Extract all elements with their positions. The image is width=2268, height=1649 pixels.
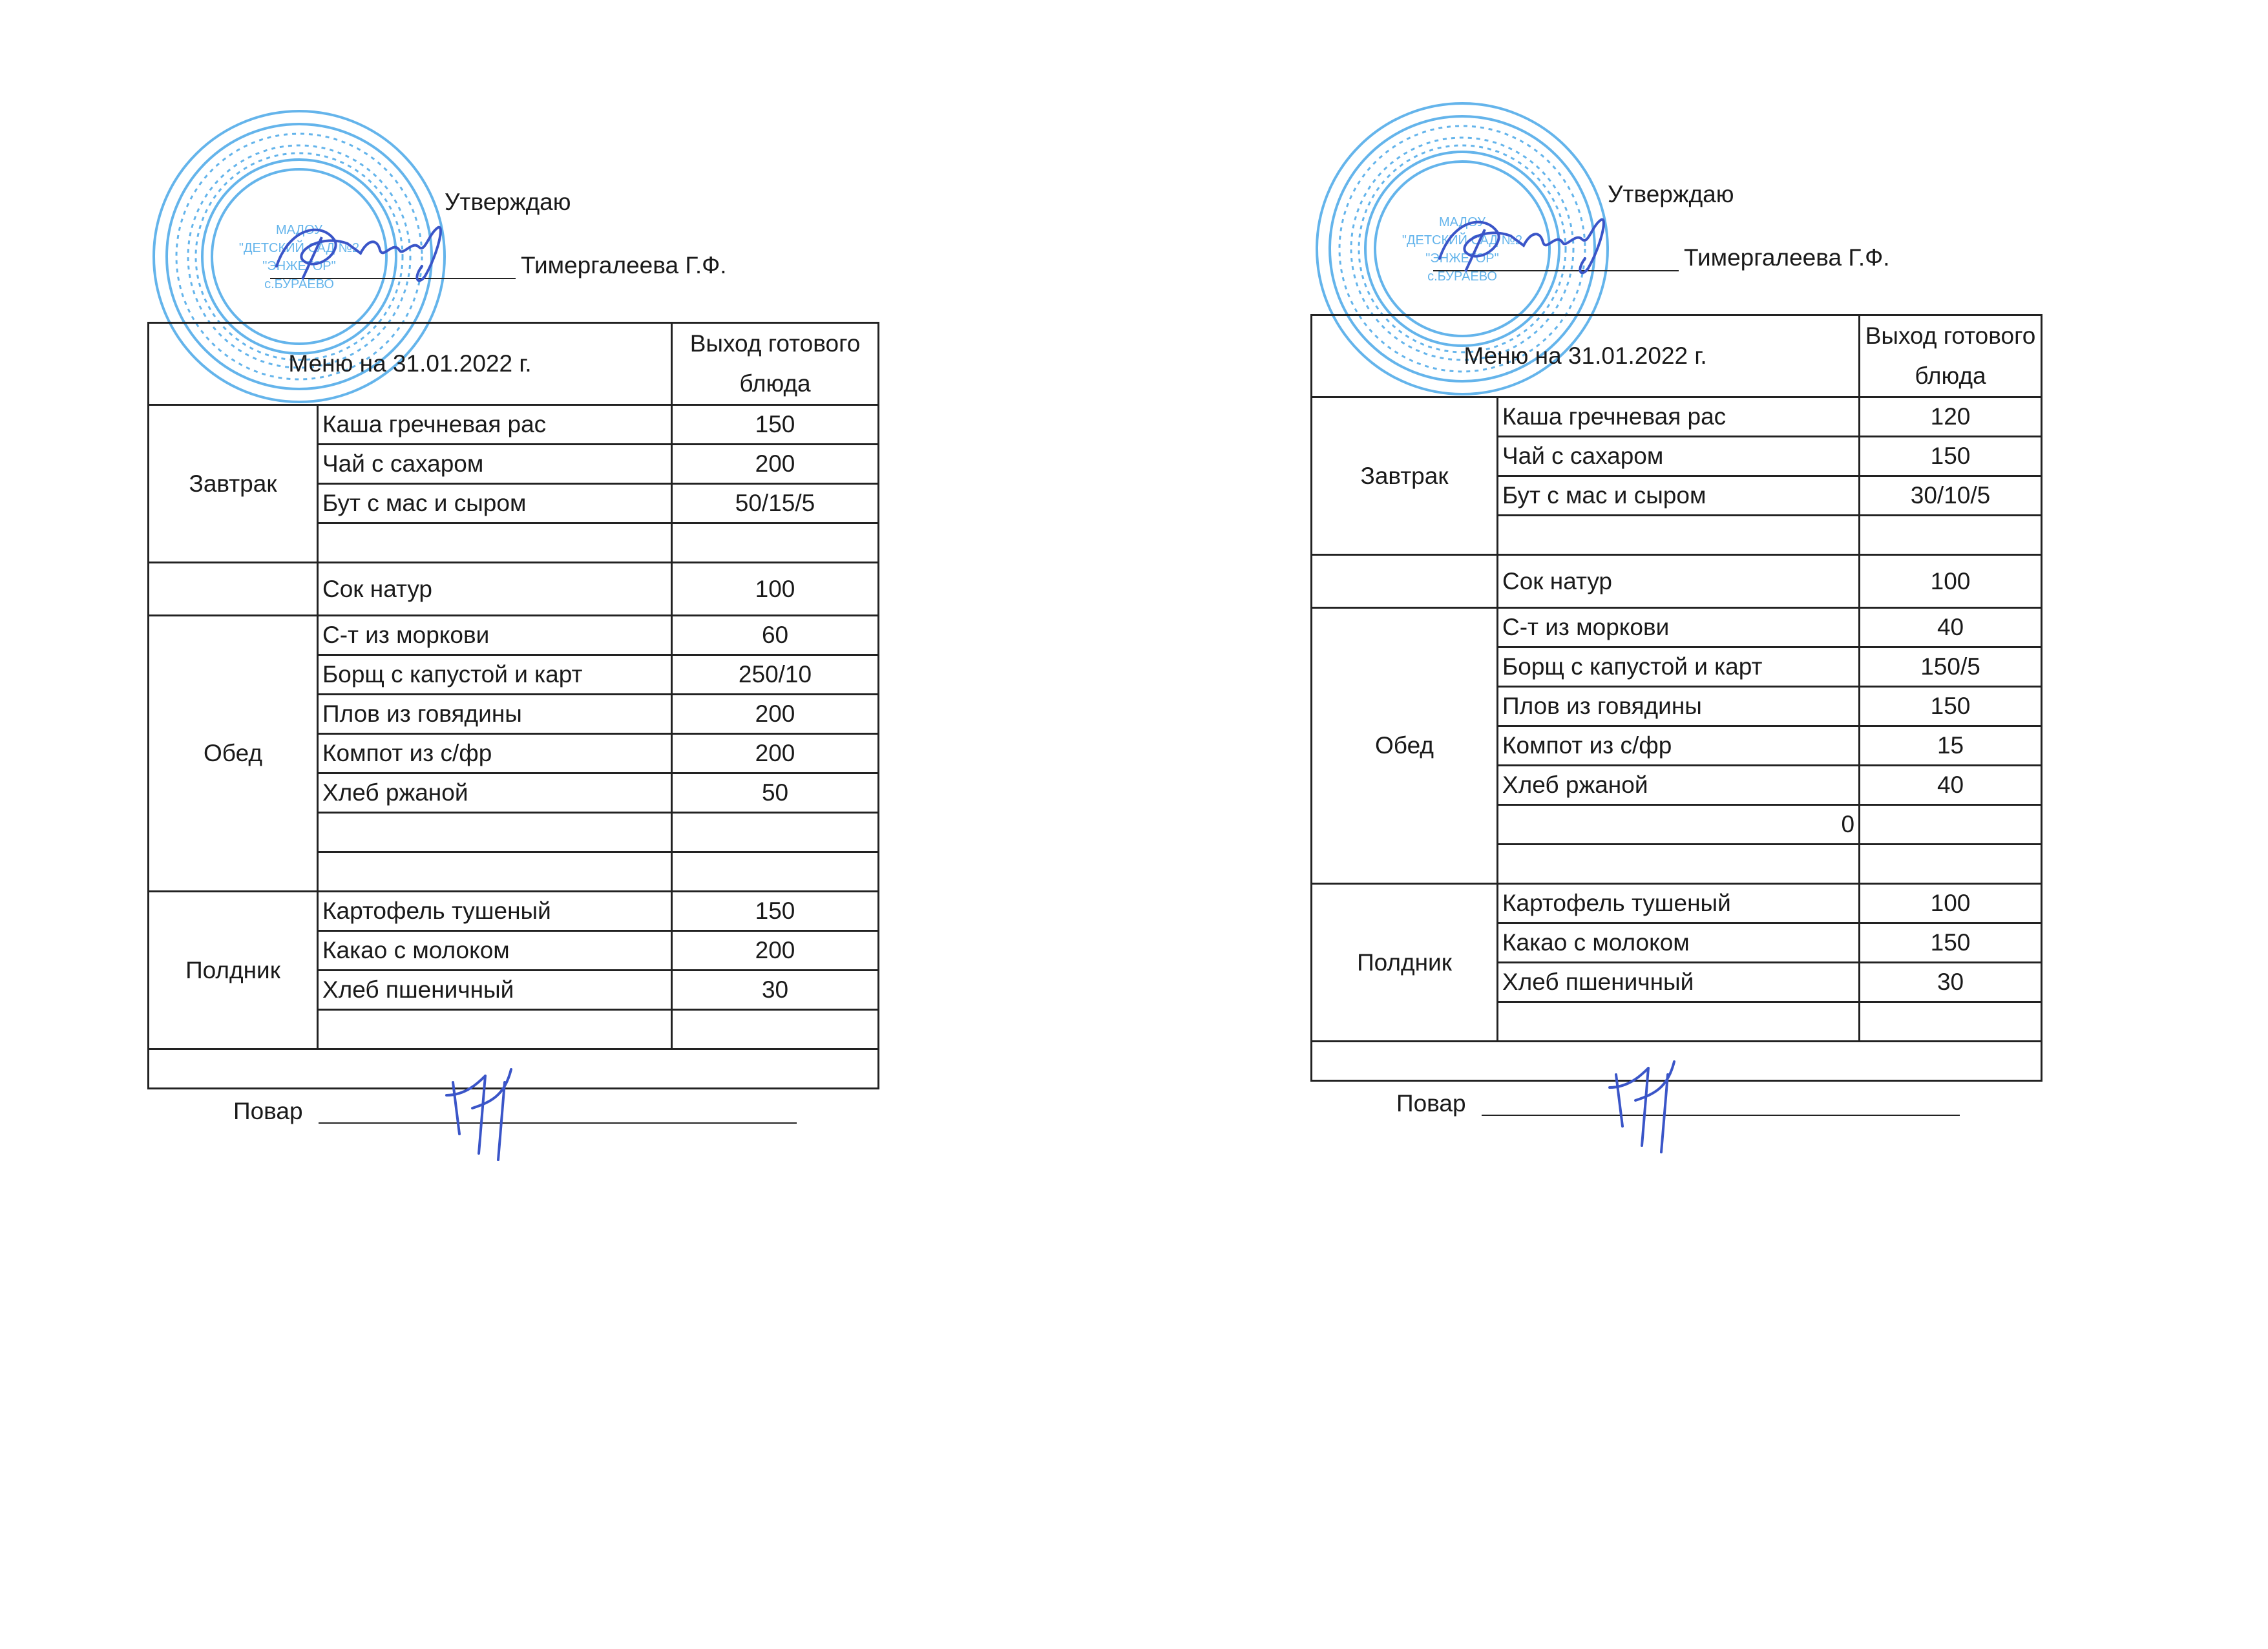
dish-amount: 200: [672, 734, 879, 773]
empty-cell: [318, 852, 672, 892]
empty-cell: [672, 813, 879, 852]
cook-signature-icon: [434, 1056, 530, 1166]
cook-row: [1312, 1042, 2042, 1081]
approver-signature-icon: [264, 215, 457, 292]
svg-text:"ЭНЖЕГОР": "ЭНЖЕГОР": [1425, 251, 1499, 266]
approver-signature-icon: [1427, 207, 1621, 284]
meal-label-afternoon: Полдник: [1312, 884, 1498, 1042]
dish-name: Сок натур: [1498, 555, 1860, 608]
table-header-row: [149, 323, 879, 405]
menu-title: Меню на 31.01.2022 г.: [149, 323, 672, 405]
dish-amount: 30: [1860, 963, 2042, 1002]
dish-amount: 40: [1860, 766, 2042, 805]
menu-title: Меню на 31.01.2022 г.: [1312, 315, 1860, 397]
table-row: [1312, 397, 2042, 437]
empty-cell: [1860, 845, 2042, 884]
dish-amount: 50/15/5: [672, 484, 879, 523]
table-row: [149, 616, 879, 655]
approver-name: Тимергалеева Г.Ф.: [521, 252, 727, 278]
dish-name: Чай с сахаром: [1498, 437, 1860, 476]
dish-amount: 40: [1860, 608, 2042, 647]
svg-text:"ДЕТСКИЙ САД №2: "ДЕТСКИЙ САД №2: [238, 241, 360, 255]
meal-label-afternoon: Полдник: [149, 892, 318, 1049]
dish-name: Сок натур: [318, 563, 672, 616]
dish-name: Чай с сахаром: [318, 445, 672, 484]
dish-amount: 100: [672, 563, 879, 616]
menu-sheet-left: [147, 189, 877, 1124]
dish-amount: 200: [672, 695, 879, 734]
yield-header: Выход готового блюда: [672, 323, 879, 405]
empty-cell: [318, 813, 672, 852]
yield-header: Выход готового блюда: [1860, 315, 2042, 397]
table-row: [149, 892, 879, 931]
dish-name: Какао с молоком: [318, 931, 672, 971]
empty-cell: [1860, 805, 2042, 845]
empty-cell: [1498, 516, 1860, 555]
table-row: [149, 563, 879, 616]
dish-amount: 150: [1860, 437, 2042, 476]
dish-name: С-т из моркови: [318, 616, 672, 655]
svg-text:МАДОУ: МАДОУ: [1438, 215, 1486, 229]
empty-cell: [672, 523, 879, 563]
dish-name: Хлеб пшеничный: [318, 971, 672, 1010]
table-row: [1312, 555, 2042, 608]
dish-amount: 250/10: [672, 655, 879, 695]
empty-cell: [1312, 555, 1498, 608]
extra-value: 0: [1498, 805, 1860, 845]
cook-cell: [149, 1049, 879, 1124]
empty-cell: [318, 523, 672, 563]
dish-name: Картофель тушеный: [318, 892, 672, 931]
menu-table: [1310, 314, 2042, 1117]
approve-label: Утверждаю: [445, 189, 571, 215]
cook-signature-line: [319, 1122, 797, 1124]
menu-table: [147, 322, 879, 1124]
cook-cell: [1312, 1042, 2042, 1117]
approver-name: Тимергалеева Г.Ф.: [1684, 244, 1890, 271]
meal-label-breakfast: Завтрак: [1312, 397, 1498, 555]
dish-amount: 100: [1860, 884, 2042, 923]
dish-amount: 150: [672, 405, 879, 445]
menu-sheet-right: [1310, 181, 2041, 1117]
empty-cell: [318, 1010, 672, 1049]
svg-text:с.БУРАЕВО: с.БУРАЕВО: [264, 277, 334, 291]
dish-amount: 120: [1860, 397, 2042, 437]
cook-signature-icon: [1597, 1049, 1694, 1159]
meal-label-lunch: Обед: [1312, 608, 1498, 884]
dish-amount: 150: [672, 892, 879, 931]
empty-cell: [149, 563, 318, 616]
dish-amount: 150: [1860, 687, 2042, 726]
dish-amount: 150/5: [1860, 647, 2042, 687]
table-row: [1312, 884, 2042, 923]
dish-amount: 200: [672, 445, 879, 484]
dish-amount: 100: [1860, 555, 2042, 608]
cook-label: Повар: [233, 1098, 303, 1124]
dish-name: Бут с мас и сыром: [1498, 476, 1860, 516]
empty-cell: [1498, 845, 1860, 884]
dish-name: Компот из с/фр: [1498, 726, 1860, 766]
dish-name: С-т из моркови: [1498, 608, 1860, 647]
dish-name: Хлеб ржаной: [1498, 766, 1860, 805]
empty-cell: [672, 852, 879, 892]
dish-amount: 200: [672, 931, 879, 971]
meal-label-lunch: Обед: [149, 616, 318, 892]
dish-amount: 150: [1860, 923, 2042, 963]
dish-name: Каша гречневая рас: [318, 405, 672, 445]
dish-name: Компот из с/фр: [318, 734, 672, 773]
dish-name: Хлеб пшеничный: [1498, 963, 1860, 1002]
dish-name: Бут с мас и сыром: [318, 484, 672, 523]
approve-label: Утверждаю: [1608, 181, 1734, 207]
table-header-row: [1312, 315, 2042, 397]
empty-cell: [1498, 1002, 1860, 1042]
table-row: [149, 405, 879, 445]
dish-name: Борщ с капустой и карт: [1498, 647, 1860, 687]
cook-label: Повар: [1396, 1090, 1466, 1117]
dish-name: Плов из говядины: [318, 695, 672, 734]
dish-amount: 50: [672, 773, 879, 813]
table-row: [1312, 608, 2042, 647]
dish-name: Плов из говядины: [1498, 687, 1860, 726]
empty-cell: [672, 1010, 879, 1049]
empty-cell: [1860, 516, 2042, 555]
dish-amount: 15: [1860, 726, 2042, 766]
dish-name: Какао с молоком: [1498, 923, 1860, 963]
dish-name: Каша гречневая рас: [1498, 397, 1860, 437]
dish-name: Картофель тушеный: [1498, 884, 1860, 923]
cook-signature-line: [1482, 1115, 1960, 1116]
dish-amount: 30: [672, 971, 879, 1010]
dish-name: Хлеб ржаной: [318, 773, 672, 813]
svg-text:с.БУРАЕВО: с.БУРАЕВО: [1427, 269, 1497, 284]
svg-text:"ДЕТСКИЙ САД №2: "ДЕТСКИЙ САД №2: [1402, 233, 1523, 247]
empty-cell: [1860, 1002, 2042, 1042]
dish-amount: 60: [672, 616, 879, 655]
svg-text:"ЭНЖЕГОР": "ЭНЖЕГОР": [262, 259, 336, 273]
dish-name: Борщ с капустой и карт: [318, 655, 672, 695]
svg-text:МАДОУ: МАДОУ: [275, 223, 323, 237]
dish-amount: 30/10/5: [1860, 476, 2042, 516]
cook-row: [149, 1049, 879, 1089]
meal-label-breakfast: Завтрак: [149, 405, 318, 563]
